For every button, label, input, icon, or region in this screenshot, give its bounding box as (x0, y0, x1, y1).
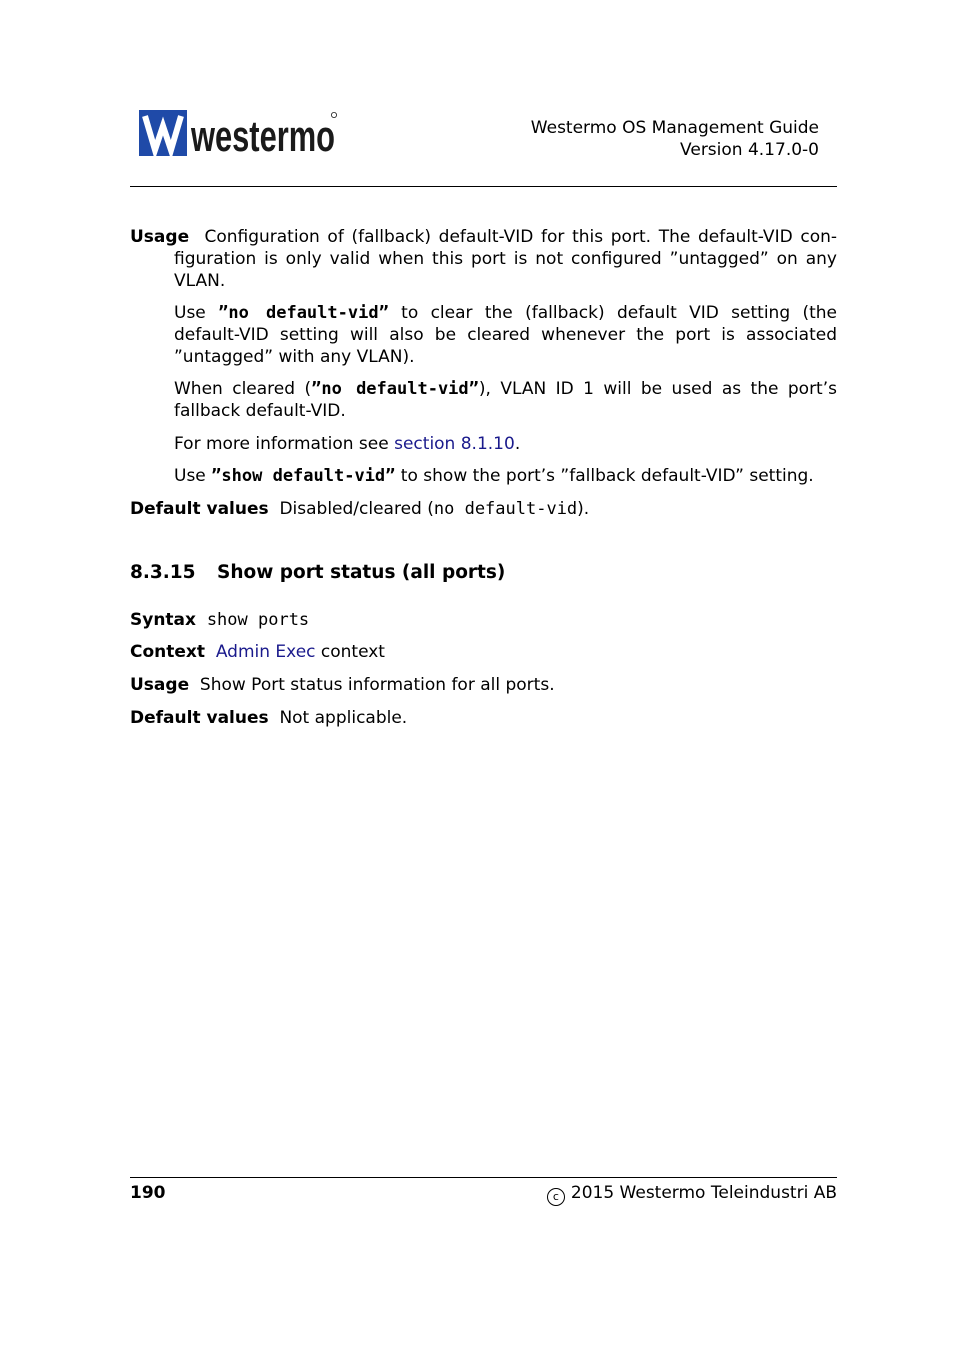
no-default-vid-command-2: ”no default-vid” (311, 379, 479, 399)
header-rule (130, 186, 837, 187)
default-values2-line: Default values Not applicable. (130, 708, 408, 728)
page-number: 190 (130, 1183, 166, 1203)
footer-copyright (547, 1182, 837, 1206)
section-number: 8.3.15 (130, 562, 196, 583)
usage-paragraph-4: For more information see section 8.1.10. (174, 434, 521, 454)
footer-rule (130, 1177, 837, 1178)
section-title: Show port status (all ports) (217, 562, 506, 583)
copyright-icon: c (547, 1188, 565, 1206)
section-8-1-10-link[interactable]: section 8.1.10 (394, 434, 515, 454)
show-ports-code: show ports (206, 610, 310, 630)
context-line: Context Admin Exec context (130, 642, 385, 662)
no-default-vid-code: no default-vid (433, 499, 578, 519)
default-values2-label: Default values (130, 708, 269, 728)
usage-paragraph-3: When cleared (”no default-vid”), VLAN ID 1 will be used as the port’s fallback default-VID. (174, 379, 837, 421)
header-title-block (531, 117, 819, 161)
usage-paragraph-1-cont: figuration is only valid when this port is not configured ”untagged” on any VLAN. (174, 249, 837, 291)
admin-exec-link[interactable]: Admin Exec (215, 642, 316, 662)
show-default-vid-command: ”show default-vid” (211, 466, 396, 486)
guide-version: Version 4.17.0-0 (680, 140, 819, 160)
guide-title: Westermo OS Management Guide (530, 118, 819, 138)
no-default-vid-command: ”no default-vid” (218, 303, 389, 323)
usage-label: Usage (130, 227, 190, 247)
westermo-logo (139, 110, 339, 161)
usage-paragraph-5: Use ”show default-vid” to show the port’s ”fallback default-VID” setting. (174, 466, 814, 486)
usage-text-line1: Configuration of (fallback) default-VID for this port. The default-VID con- (204, 227, 837, 247)
syntax-line (130, 609, 837, 631)
section-heading (130, 561, 505, 585)
syntax-label: Syntax (130, 610, 196, 630)
usage2-label: Usage (130, 675, 190, 695)
usage-paragraph-1 (130, 226, 837, 248)
default-values-line: Default values Disabled/cleared (no default-vid). (130, 499, 590, 519)
usage2-line: Usage Show Port status information for all ports. (130, 675, 555, 695)
default-values-label: Default values (130, 499, 269, 519)
usage-paragraph-2: Use ”no default-vid” to clear the (fallback) default VID setting (the default-VID setting will also be cleared whenever the port is associated ”untagged” with any VLAN). (174, 303, 837, 367)
logo-wordmark: westermo (190, 112, 335, 161)
context-label: Context (130, 642, 206, 662)
copyright-text: 2015 Westermo Teleindustri AB (570, 1183, 837, 1203)
